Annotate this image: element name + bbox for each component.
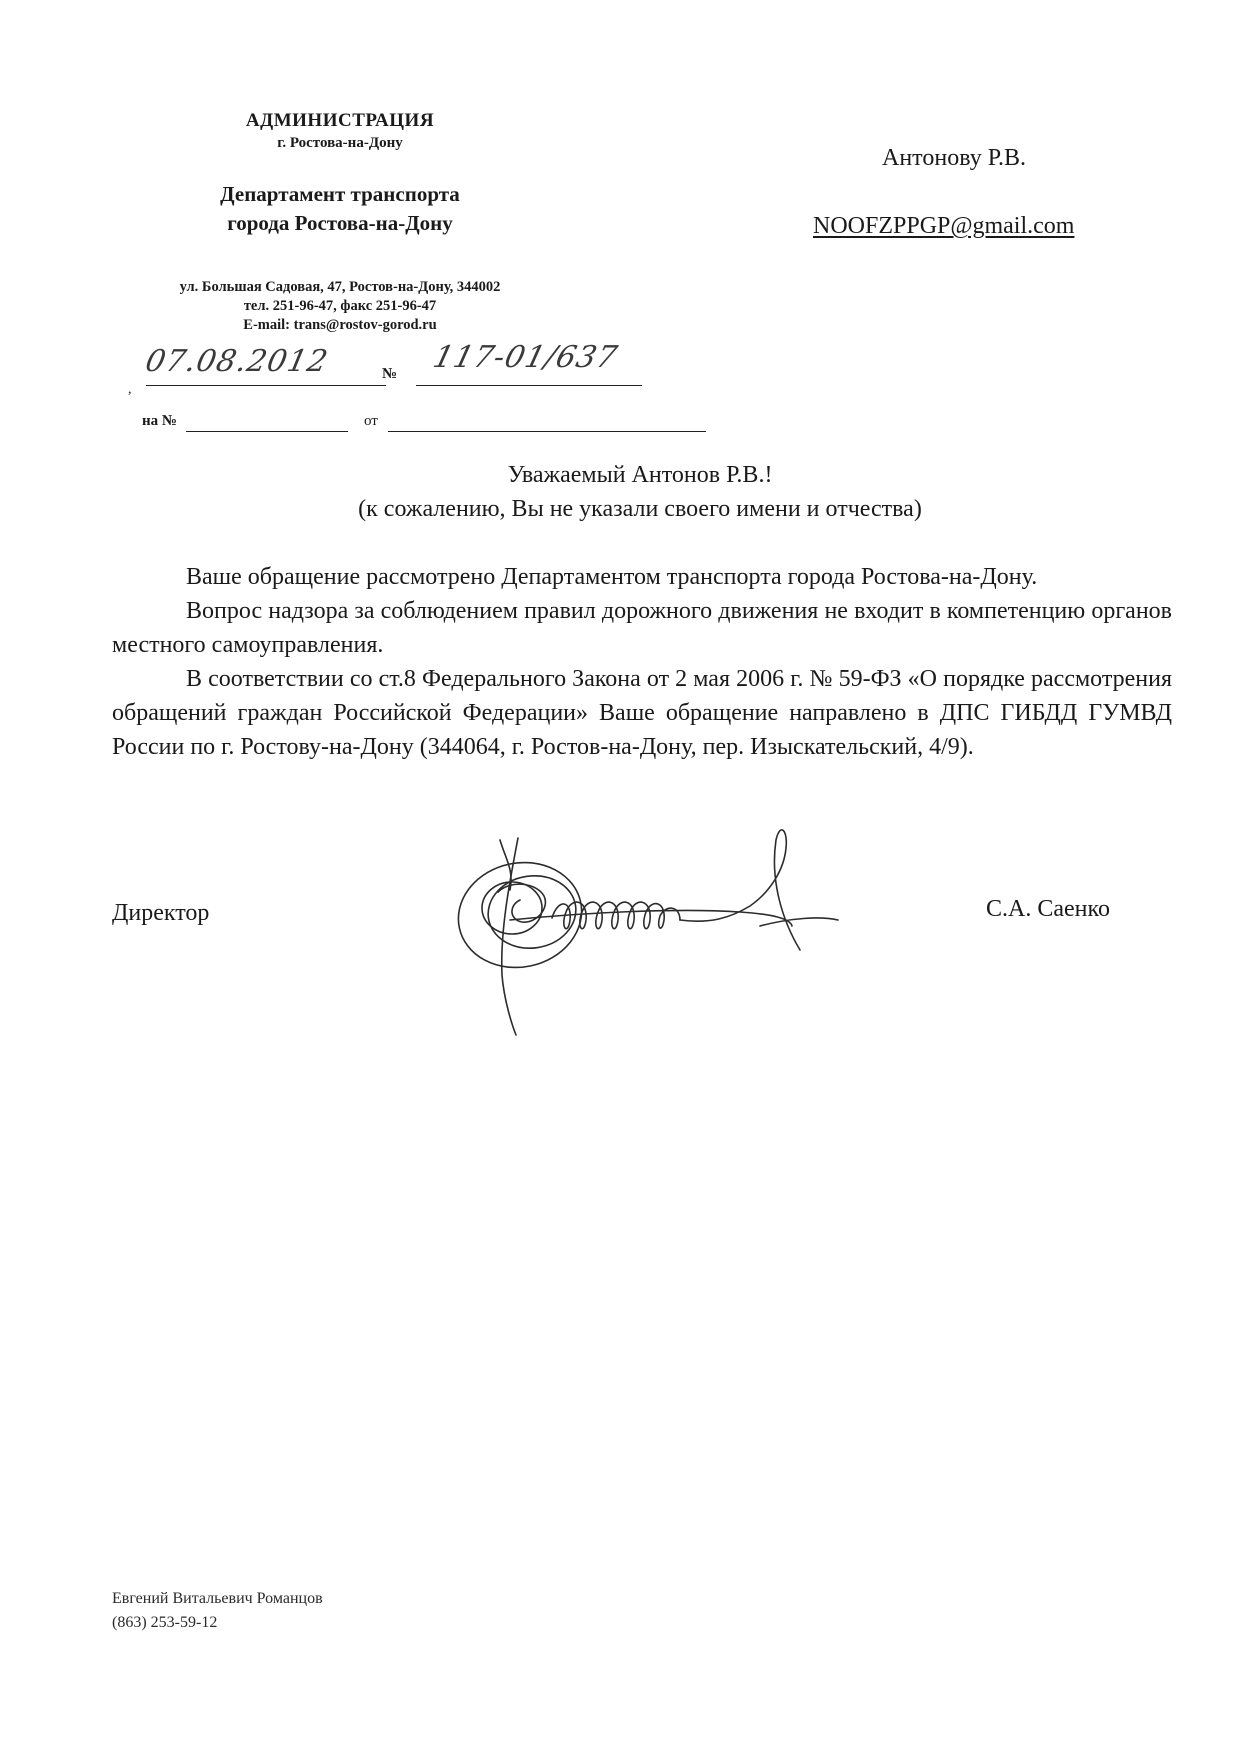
letterhead-department-line1: Департамент транспорта [220,182,460,206]
executor-name: Евгений Витальевич Романцов [112,1590,323,1607]
comma-mark: , [128,382,132,397]
incoming-from-label: от [364,413,378,429]
recipient-email: NOOFZPPGP@gmail.com [813,213,1075,239]
letterhead [110,110,570,238]
incoming-reference-line [142,413,582,437]
number-sign: № [382,366,398,382]
letterhead-department-line2: города Ростова-на-Дону [227,211,453,235]
letterhead-contacts [110,278,570,335]
handwritten-date: 07.08.2012 [142,344,332,379]
salutation-greeting: Уважаемый Антонов Р.В.! [507,462,773,488]
body-paragraph-1: Ваше обращение рассмотрено Департаментом транспорта города Ростова-на-Дону. [186,564,1038,590]
incoming-number-underline [186,431,348,432]
executor-block [112,1587,323,1635]
body-paragraph-2: Вопрос надзора за соблюдением правил дорожного движения не входит в компетенцию органов местного самоуправления. [112,598,1172,658]
recipient-name: Антонову Р.В. [882,145,1027,171]
signatory-title: Директор [112,900,210,926]
letterhead-address: ул. Большая Садовая, 47, Ростов-на-Дону, 344002 [179,279,501,295]
letterhead-email: E-mail: trans@rostov-gorod.ru [243,317,437,333]
incoming-number-label: на № [142,413,177,429]
incoming-date-underline [388,431,706,432]
salutation [200,458,1080,526]
handwritten-signature [440,800,940,1040]
number-underline [416,385,642,386]
letterhead-department [110,180,570,238]
handwritten-number: 117-01/637 [429,340,622,375]
letterhead-city: г. Ростова-на-Дону [277,135,403,151]
signatory-name: С.А. Саенко [986,896,1110,922]
outgoing-number-line [128,340,648,397]
date-underline [146,385,386,386]
body-paragraph-3: В соответствии со ст.8 Федерального Закона от 2 мая 2006 г. № 59-ФЗ «О порядке рассмотрения обращений граждан Российской Федерации» Ваше обращение направлено в ДПС ГИБДД ГУМВД России по г. Ростову-на-Дону (344064, г. Ростов-на-Дону, пер. Изыскательский, 4/9). [112,666,1172,760]
salutation-note: (к сожалению, Вы не указали своего имени и отчества) [358,496,922,522]
letter-body [112,560,1172,764]
letterhead-administration: АДМИНИСТРАЦИЯ [245,110,435,131]
letterhead-phone: тел. 251-96-47, факс 251-96-47 [243,298,437,314]
executor-phone: (863) 253-59-12 [112,1614,218,1631]
